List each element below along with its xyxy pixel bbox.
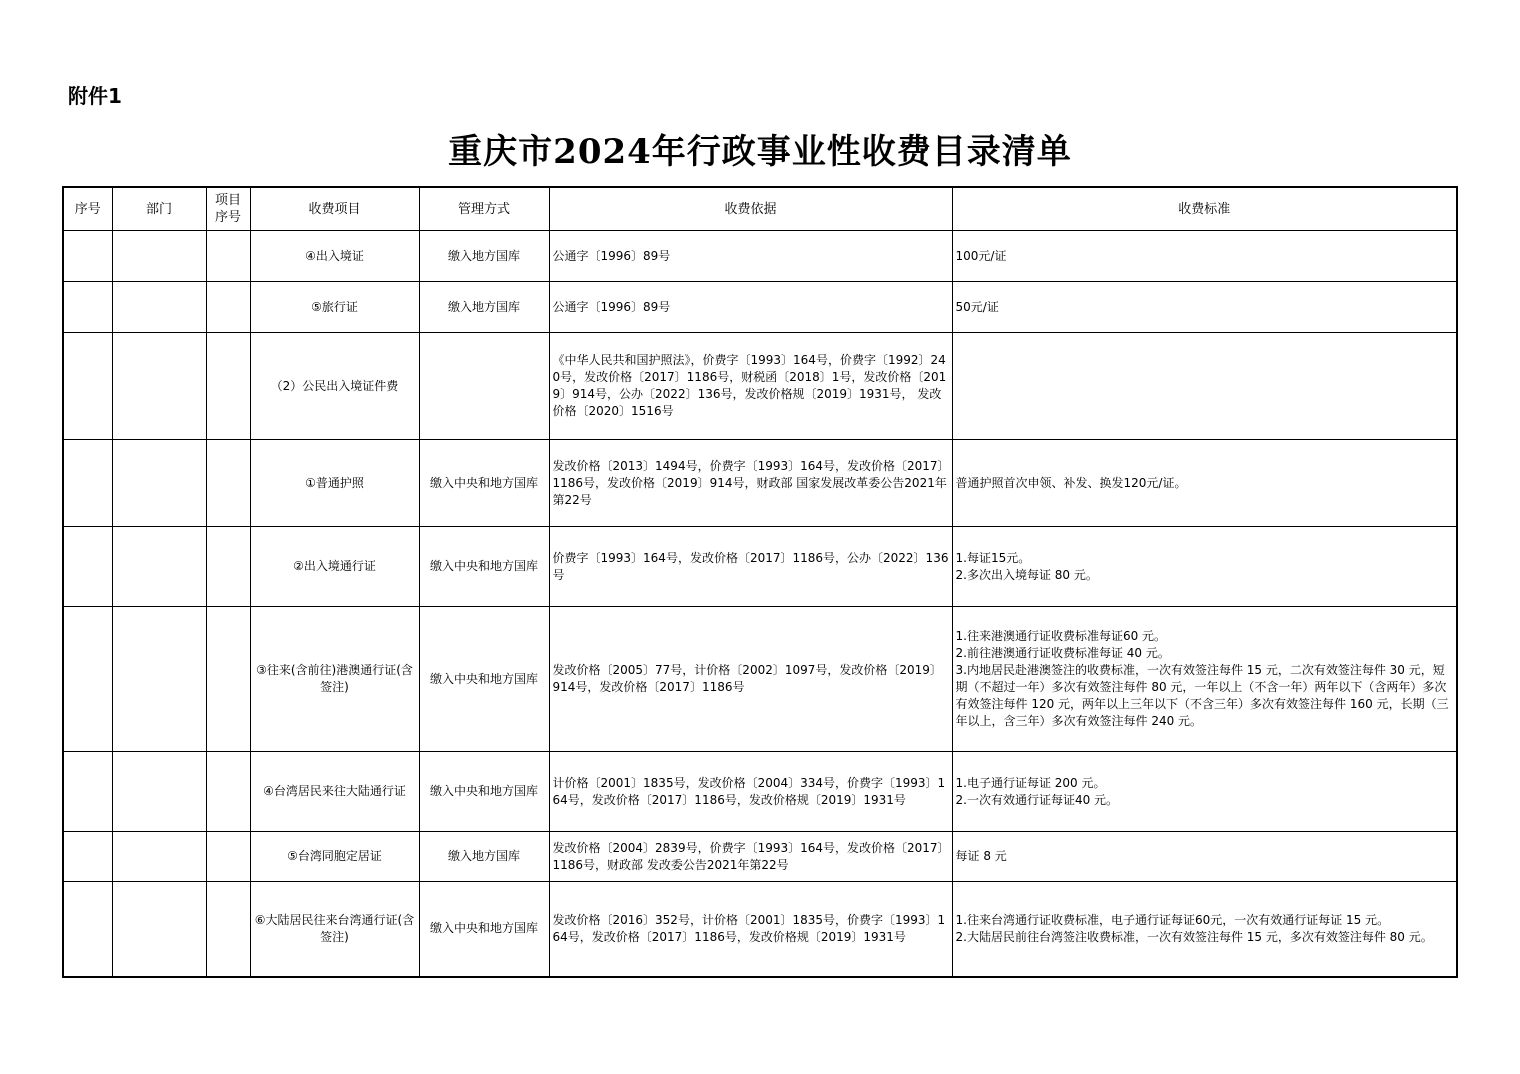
cell-standard — [952, 333, 1457, 440]
fee-catalog-table — [62, 186, 1458, 978]
cell-item-seq — [206, 882, 250, 977]
cell-item: ⑤旅行证 — [250, 282, 419, 333]
cell-mgmt: 缴入中央和地方国库 — [419, 440, 549, 527]
cell-standard: 1.往来台湾通行证收费标准，电子通行证每证60元，一次有效通行证每证 15 元。 2.大陆居民前往台湾签注收费标准，一次有效签注每件 15 元，多次有效签注每件 80 元。 — [952, 882, 1457, 977]
cell-dept — [112, 607, 206, 752]
cell-basis: 公通字〔1996〕89号 — [549, 282, 952, 333]
cell-mgmt: 缴入地方国库 — [419, 231, 549, 282]
cell-dept — [112, 882, 206, 977]
cell-basis: 发改价格〔2004〕2839号，价费字〔1993〕164号，发改价格〔2017〕1186号，财政部 发改委公告2021年第22号 — [549, 832, 952, 882]
cell-basis: 发改价格〔2005〕77号，计价格〔2002〕1097号，发改价格〔2019〕914号，发改价格〔2017〕1186号 — [549, 607, 952, 752]
cell-mgmt: 缴入地方国库 — [419, 832, 549, 882]
cell-mgmt: 缴入中央和地方国库 — [419, 882, 549, 977]
table-row — [63, 231, 1457, 282]
cell-seq — [63, 527, 112, 607]
cell-dept — [112, 832, 206, 882]
cell-item-seq — [206, 527, 250, 607]
header-standard: 收费标准 — [952, 187, 1457, 231]
cell-basis: 价费字〔1993〕164号，发改价格〔2017〕1186号，公办〔2022〕136号 — [549, 527, 952, 607]
header-mgmt: 管理方式 — [419, 187, 549, 231]
table-row — [63, 882, 1457, 977]
cell-basis: 《中华人民共和国护照法》，价费字〔1993〕164号，价费字〔1992〕240号，发改价格〔2017〕1186号，财税函〔2018〕1号，发改价格〔2019〕914号，公办〔2022〕136号，发改价格规〔2019〕1931号， 发改价格〔2020〕1516号 — [549, 333, 952, 440]
cell-item: ②出入境通行证 — [250, 527, 419, 607]
header-dept: 部门 — [112, 187, 206, 231]
cell-item: ⑥大陆居民往来台湾通行证(含签注) — [250, 882, 419, 977]
header-seq: 序号 — [63, 187, 112, 231]
header-basis: 收费依据 — [549, 187, 952, 231]
table-row — [63, 282, 1457, 333]
cell-item-seq — [206, 440, 250, 527]
cell-item-seq — [206, 282, 250, 333]
cell-dept — [112, 440, 206, 527]
cell-mgmt — [419, 333, 549, 440]
cell-seq — [63, 752, 112, 832]
cell-item-seq — [206, 752, 250, 832]
cell-item: ④台湾居民来往大陆通行证 — [250, 752, 419, 832]
cell-seq — [63, 333, 112, 440]
cell-seq — [63, 231, 112, 282]
cell-basis: 计价格〔2001〕1835号，发改价格〔2004〕334号，价费字〔1993〕164号，发改价格〔2017〕1186号，发改价格规〔2019〕1931号 — [549, 752, 952, 832]
cell-standard: 1.每证15元。 2.多次出入境每证 80 元。 — [952, 527, 1457, 607]
cell-seq — [63, 832, 112, 882]
table-row — [63, 527, 1457, 607]
cell-standard: 100元/证 — [952, 231, 1457, 282]
cell-basis: 公通字〔1996〕89号 — [549, 231, 952, 282]
attachment-label: 附件1 — [68, 84, 122, 108]
cell-mgmt: 缴入中央和地方国库 — [419, 527, 549, 607]
document-title: 重庆市2024年行政事业性收费目录清单 — [448, 132, 1072, 172]
table-row — [63, 832, 1457, 882]
cell-item: ④出入境证 — [250, 231, 419, 282]
cell-basis: 发改价格〔2013〕1494号，价费字〔1993〕164号，发改价格〔2017〕1186号，发改价格〔2019〕914号，财政部 国家发展改革委公告2021年第22号 — [549, 440, 952, 527]
header-item: 收费项目 — [250, 187, 419, 231]
cell-item: ③往来(含前往)港澳通行证(含签注) — [250, 607, 419, 752]
cell-item-seq — [206, 607, 250, 752]
cell-dept — [112, 527, 206, 607]
cell-seq — [63, 440, 112, 527]
cell-seq — [63, 282, 112, 333]
cell-item: ⑤台湾同胞定居证 — [250, 832, 419, 882]
cell-dept — [112, 333, 206, 440]
cell-seq — [63, 882, 112, 977]
cell-item: （2）公民出入境证件费 — [250, 333, 419, 440]
cell-dept — [112, 231, 206, 282]
table-row — [63, 752, 1457, 832]
cell-basis: 发改价格〔2016〕352号，计价格〔2001〕1835号，价费字〔1993〕164号，发改价格〔2017〕1186号，发改价格规〔2019〕1931号 — [549, 882, 952, 977]
cell-dept — [112, 282, 206, 333]
cell-standard: 1.电子通行证每证 200 元。 2.一次有效通行证每证40 元。 — [952, 752, 1457, 832]
cell-standard: 每证 8 元 — [952, 832, 1457, 882]
header-item-seq: 项目序号 — [206, 187, 250, 231]
cell-dept — [112, 752, 206, 832]
cell-seq — [63, 607, 112, 752]
cell-item-seq — [206, 832, 250, 882]
table-header-row — [63, 187, 1457, 231]
table-row — [63, 333, 1457, 440]
cell-mgmt: 缴入中央和地方国库 — [419, 607, 549, 752]
table-row — [63, 607, 1457, 752]
cell-item-seq — [206, 333, 250, 440]
cell-standard: 1.往来港澳通行证收费标准每证60 元。 2.前往港澳通行证收费标准每证 40 元。 3.内地居民赴港澳签注的收费标准，一次有效签注每件 15 元，二次有效签注每件 30 元，短期（不超过一年）多次有效签注每件 80 元，一年以上（不含一年）两年以下（含两年）多次有效签注每件 120 元，两年以上三年以下（不含三年）多次有效签注每件 160 元，长期（三年以上，含三年）多次有效签注每件 240 元。 — [952, 607, 1457, 752]
cell-item: ①普通护照 — [250, 440, 419, 527]
table-row — [63, 440, 1457, 527]
cell-mgmt: 缴入中央和地方国库 — [419, 752, 549, 832]
cell-standard: 50元/证 — [952, 282, 1457, 333]
cell-mgmt: 缴入地方国库 — [419, 282, 549, 333]
cell-standard: 普通护照首次申领、补发、换发120元/证。 — [952, 440, 1457, 527]
cell-item-seq — [206, 231, 250, 282]
